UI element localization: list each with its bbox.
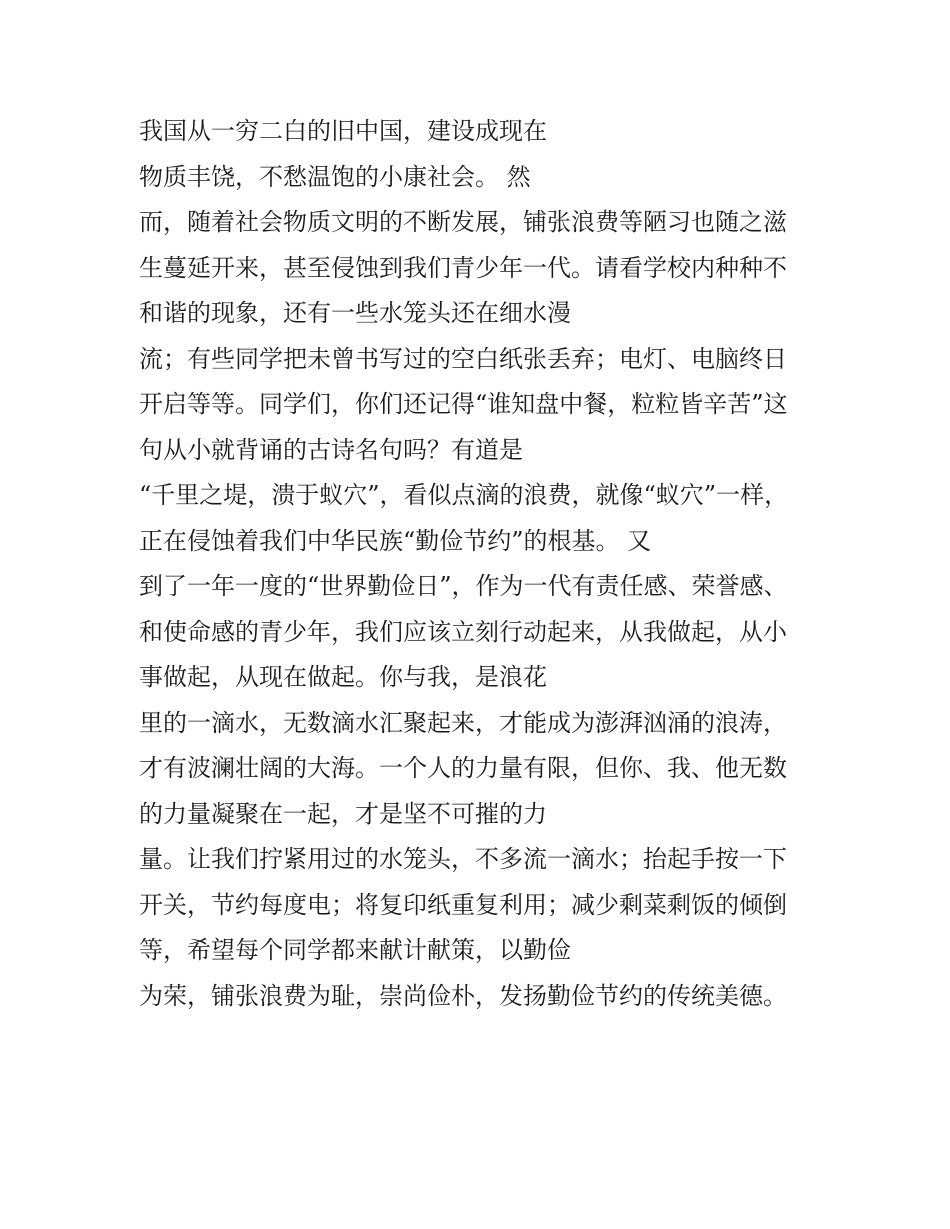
text-line: 里的一滴水，无数滴水汇聚起来，才能成为澎湃汹涌的浪涛， bbox=[139, 708, 787, 737]
text-line: 的力量凝聚在一起，才是坚不可摧的力 bbox=[139, 799, 547, 828]
text-line: 句从小就背诵的古诗名句吗？有道是 bbox=[139, 435, 523, 464]
text-line: 而，随着社会物质文明的不断发展，铺张浪费等陋习也随之滋 bbox=[139, 208, 787, 236]
text-line: 事做起，从现在做起。你与我，是浪花 bbox=[139, 663, 547, 691]
text-line: 开启等等。同学们，你们还记得“谁知盘中餐，粒粒皆辛苦”这 bbox=[139, 390, 788, 418]
text-line: 我国从一穷二白的旧中国，建设成现在 bbox=[139, 117, 547, 145]
text-line: “千里之堤，溃于蚁穴”，看似点滴的浪费，就像“蚁穴”一样， bbox=[139, 481, 789, 509]
text-line: 等，希望每个同学都来献计献策，以勤俭 bbox=[139, 936, 571, 964]
text-line: 生蔓延开来，甚至侵蚀到我们青少年一代。请看学校内种种不 bbox=[139, 253, 787, 282]
body-text bbox=[139, 109, 829, 1019]
text-line: 和谐的现象，还有一些水笼头还在细水漫 bbox=[139, 299, 571, 327]
text-line: 到了一年一度的“世界勤俭日”，作为一代有责任感、荣誉感、 bbox=[139, 572, 788, 600]
text-line: 量。让我们拧紧用过的水笼头，不多流一滴水；抬起手按一下 bbox=[139, 845, 787, 873]
text-line: 才有波澜壮阔的大海。一个人的力量有限，但你、我、他无数 bbox=[139, 754, 787, 782]
text-line: 正在侵蚀着我们中华民族“勤俭节约”的根基。 又 bbox=[139, 526, 652, 555]
text-line: 物质丰饶，不愁温饱的小康社会。 然 bbox=[139, 162, 531, 191]
text-line: 开关，节约每度电；将复印纸重复利用；减少剩菜剩饭的倾倒 bbox=[139, 890, 787, 919]
text-line: 和使命感的青少年，我们应该立刻行动起来，从我做起，从小 bbox=[139, 617, 787, 646]
text-line: 为荣，铺张浪费为耻，崇尚俭朴，发扬勤俭节约的传统美德。 bbox=[139, 981, 787, 1010]
text-line: 流；有些同学把未曾书写过的空白纸张丢弃；电灯、电脑终日 bbox=[139, 344, 787, 373]
